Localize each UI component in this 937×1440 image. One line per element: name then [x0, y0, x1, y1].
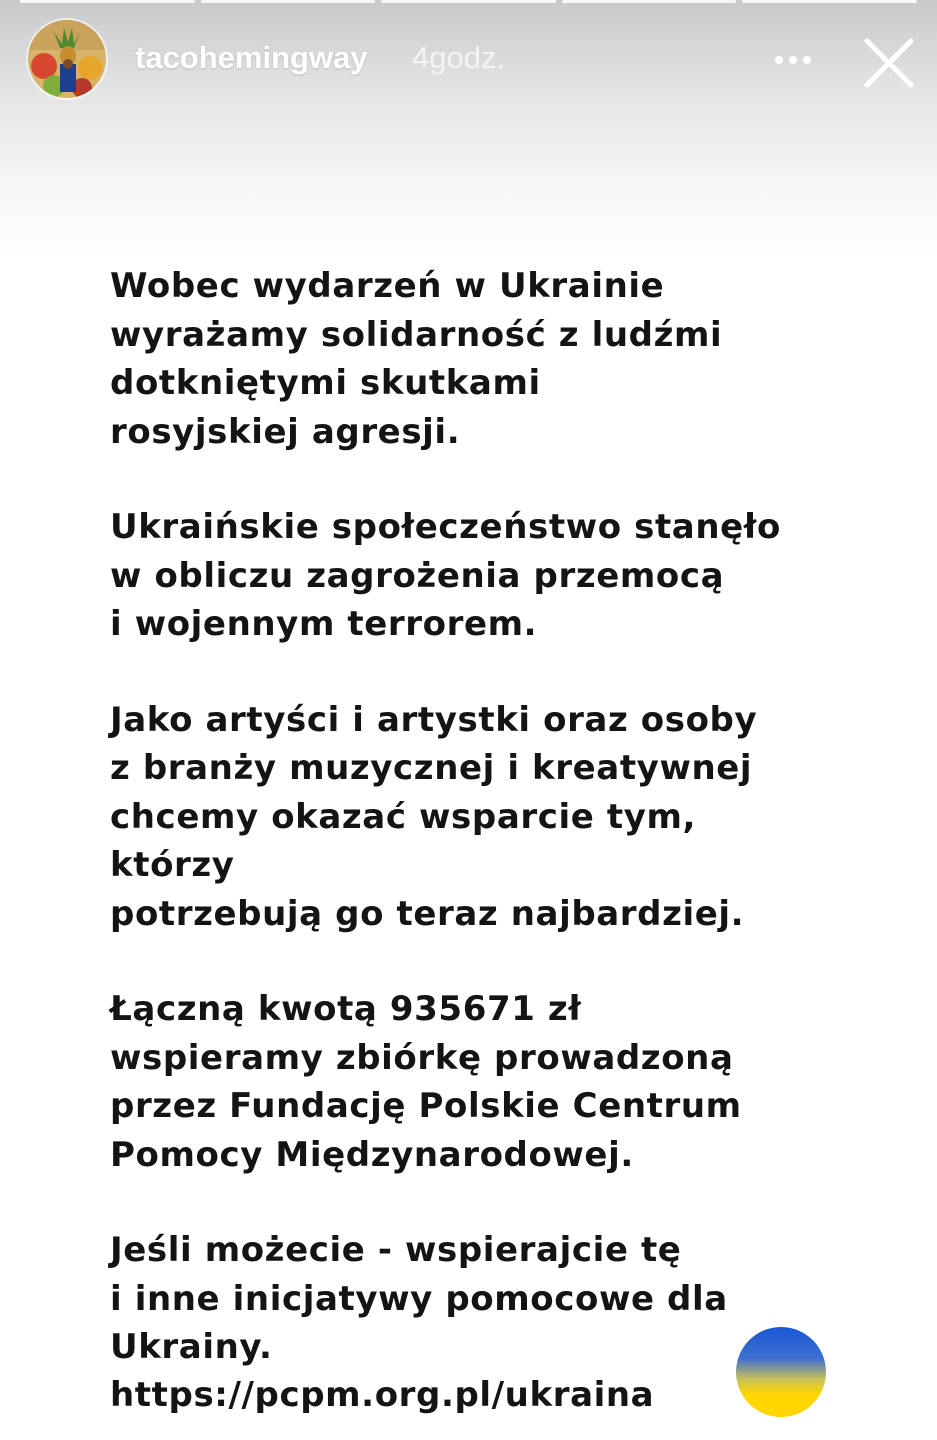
more-options-button[interactable] — [768, 38, 818, 82]
paragraph-call-to-action: Jeśli możecie - wspierajcie tę i inne inicjatywy pomocowe dla Ukrainy. — [110, 1230, 728, 1367]
paragraph-solidarity: Wobec wydarzeń w Ukrainie wyrażamy solidarność z ludźmi dotkniętymi skutkami rosyjskiej agresji. — [110, 266, 723, 452]
close-icon — [860, 34, 918, 92]
story-username[interactable]: tacohemingway — [135, 40, 368, 75]
story-timestamp: 4godz. — [412, 40, 506, 75]
progress-segment — [381, 0, 556, 3]
progress-segment — [201, 0, 376, 3]
ukraine-flag-circle-icon — [736, 1327, 826, 1417]
avatar[interactable] — [28, 20, 106, 98]
progress-segment — [20, 0, 195, 3]
donation-link[interactable]: https://pcpm.org.pl/ukraina — [110, 1375, 655, 1415]
paragraph-donation: Łączną kwotą 935671 zł wspieramy zbiórkę prowadzoną przez Fundację Polskie Centrum Pomocy Międzynarodowej. — [110, 989, 742, 1175]
more-dots-icon — [773, 55, 813, 65]
post-text-body — [110, 262, 830, 1419]
paragraph-society: Ukraińskie społeczeństwo stanęło w obliczu zagrożenia przemocą i wojennym terrorem. — [110, 507, 781, 644]
story-header — [28, 20, 918, 100]
paragraph-artists: Jako artyści i artystki oraz osoby z branży muzycznej i kreatywnej chcemy okazać wsparcie tym, którzy potrzebują go teraz najbardziej. — [110, 699, 758, 934]
close-button[interactable] — [860, 34, 918, 92]
story-progress-bar — [20, 0, 917, 4]
progress-segment — [742, 0, 917, 3]
progress-segment — [562, 0, 737, 3]
